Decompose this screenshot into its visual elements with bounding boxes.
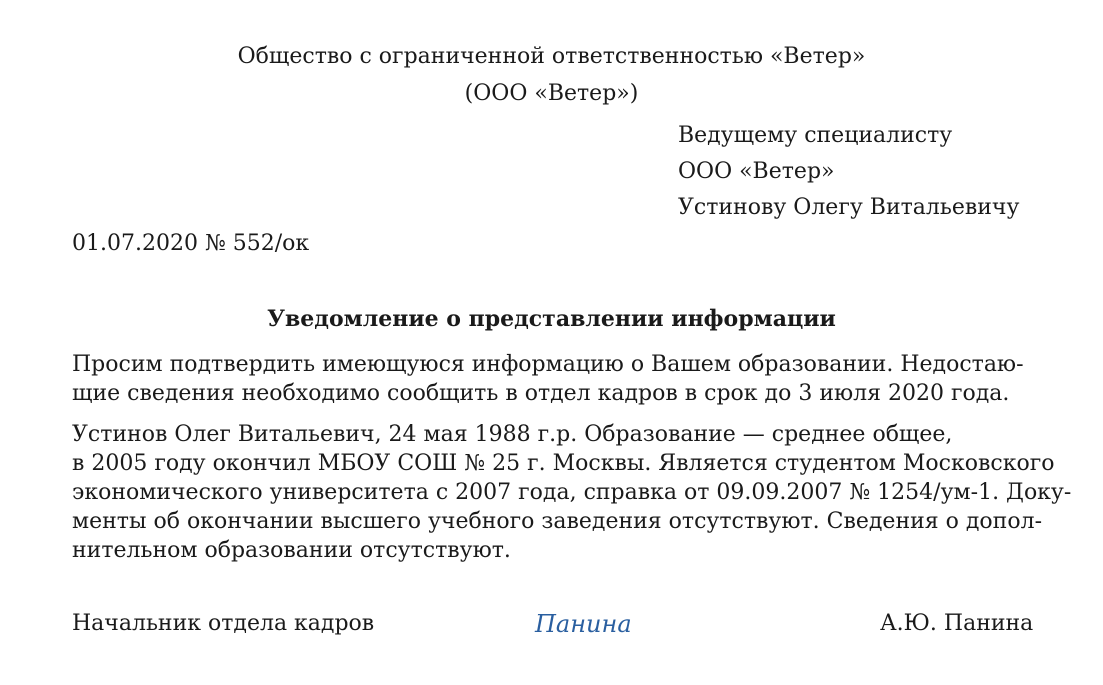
paragraph-line: экономического университета с 2007 года, справка от 09.09.2007 № 1254/ум-1. Доку-: [72, 480, 1072, 505]
paragraph-line: нительном образовании отсутствуют.: [72, 538, 511, 563]
body-paragraph-2: [72, 420, 1072, 565]
paragraph-line: Просим подтвердить имеющуюся информацию о Вашем образовании. Недостаю-: [72, 352, 1024, 377]
paragraph-line: в 2005 году окончил МБОУ СОШ № 25 г. Москвы. Является студентом Московского: [72, 451, 1055, 476]
addressee-position: Ведущему специалисту: [678, 123, 953, 148]
signer-position: Начальник отдела кадров: [72, 611, 375, 636]
paragraph-line: менты об окончании высшего учебного заведения отсутствуют. Сведения о допол-: [72, 509, 1042, 534]
addressee-name: Устинову Олегу Витальевичу: [678, 195, 1020, 220]
signer-name: А.Ю. Панина: [880, 611, 1034, 636]
document-date-number: 01.07.2020 № 552/ок: [72, 231, 310, 256]
addressee-organization: ООО «Ветер»: [678, 159, 835, 184]
document-title: Уведомление о представлении информации: [267, 306, 836, 332]
organization-full-name: Общество с ограниченной ответственностью «Ветер»: [237, 44, 866, 69]
handwritten-signature: Панина: [535, 610, 632, 638]
organization-short-name: (ООО «Ветер»): [464, 81, 639, 106]
paragraph-line: щие сведения необходимо сообщить в отдел кадров в срок до 3 июля 2020 года.: [72, 381, 1010, 406]
paragraph-line: Устинов Олег Витальевич, 24 мая 1988 г.р. Образование — среднее общее,: [72, 422, 953, 447]
body-paragraph-1: [72, 350, 1032, 408]
